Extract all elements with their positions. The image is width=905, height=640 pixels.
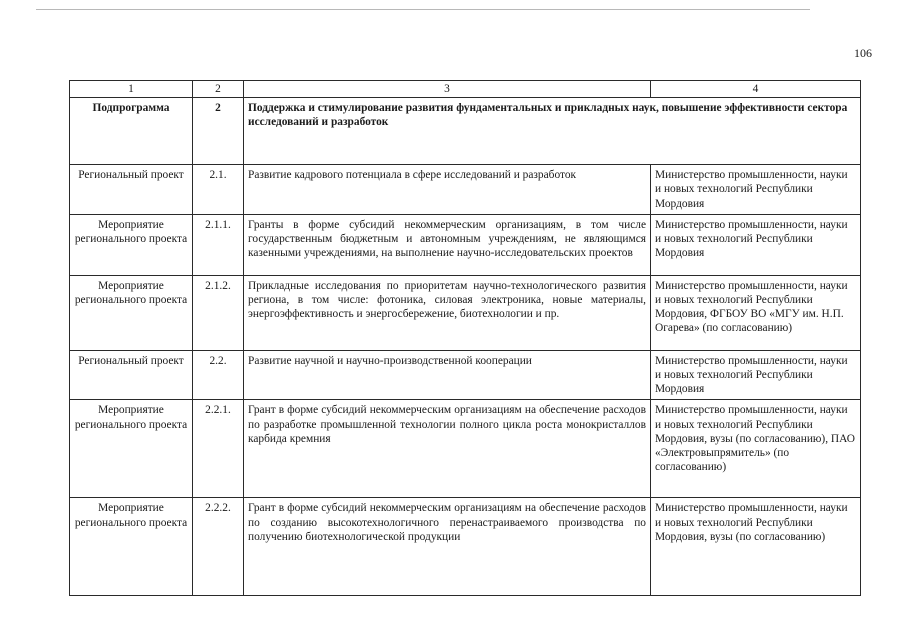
table-row bbox=[70, 350, 861, 400]
row-number: 2.2. bbox=[193, 350, 244, 400]
header-col-4: 4 bbox=[651, 81, 861, 98]
row-responsible: Министерство промышленности, науки и новых технологий Республики Мордовия bbox=[651, 214, 861, 275]
row-type: Мероприятие регионального проекта bbox=[70, 400, 193, 498]
subprogram-number: 2 bbox=[193, 98, 244, 165]
row-text: Прикладные исследования по приоритетам научно-технологического развития региона, в том числе: фотоника, силовая электроника, новые материалы, энергоэффективность и энергосбережение, биотехнологии и пр. bbox=[244, 275, 651, 350]
row-type: Региональный проект bbox=[70, 350, 193, 400]
header-col-3: 3 bbox=[244, 81, 651, 98]
row-text: Развитие научной и научно-производственной кооперации bbox=[244, 350, 651, 400]
row-number: 2.1. bbox=[193, 165, 244, 215]
row-number: 2.2.2. bbox=[193, 498, 244, 596]
row-number: 2.2.1. bbox=[193, 400, 244, 498]
table-row bbox=[70, 214, 861, 275]
row-type: Мероприятие регионального проекта bbox=[70, 275, 193, 350]
row-responsible: Министерство промышленности, науки и новых технологий Республики Мордовия bbox=[651, 165, 861, 215]
table-row bbox=[70, 400, 861, 498]
row-text: Развитие кадрового потенциала в сфере исследований и разработок bbox=[244, 165, 651, 215]
header-col-2: 2 bbox=[193, 81, 244, 98]
header-col-1: 1 bbox=[70, 81, 193, 98]
row-type: Региональный проект bbox=[70, 165, 193, 215]
table-row bbox=[70, 275, 861, 350]
top-rule bbox=[36, 9, 810, 10]
row-number: 2.1.1. bbox=[193, 214, 244, 275]
subprogram-title: Поддержка и стимулирование развития фундаментальных и прикладных наук, повышение эффективности сектора исследований и разработок bbox=[244, 98, 861, 165]
table-row bbox=[70, 498, 861, 596]
row-responsible: Министерство промышленности, науки и новых технологий Республики Мордовия, вузы (по согласованию) bbox=[651, 498, 861, 596]
row-responsible: Министерство промышленности, науки и новых технологий Республики Мордовия bbox=[651, 350, 861, 400]
program-table bbox=[69, 80, 861, 596]
table-row bbox=[70, 165, 861, 215]
row-type: Мероприятие регионального проекта bbox=[70, 214, 193, 275]
subprogram-row bbox=[70, 98, 861, 165]
page-number: 106 bbox=[854, 46, 872, 60]
row-responsible: Министерство промышленности, науки и новых технологий Республики Мордовия, вузы (по согласованию), ПАО «Электровыпрямитель» (по согласованию) bbox=[651, 400, 861, 498]
row-text: Грант в форме субсидий некоммерческим организациям на обеспечение расходов по созданию высокотехнологичного перенастраиваемого производства по получению биотехнологической продукции bbox=[244, 498, 651, 596]
row-number: 2.1.2. bbox=[193, 275, 244, 350]
row-responsible: Министерство промышленности, науки и новых технологий Республики Мордовия, ФГБОУ ВО «МГУ им. Н.П. Огарева» (по согласованию) bbox=[651, 275, 861, 350]
row-type: Мероприятие регионального проекта bbox=[70, 498, 193, 596]
row-text: Гранты в форме субсидий некоммерческим организациям, в том числе государственным бюджетным и автономным учреждениям, не являющимся казенными учреждениями, на выполнение научно-исследовательских проектов bbox=[244, 214, 651, 275]
table-header-row bbox=[70, 81, 861, 98]
row-text: Грант в форме субсидий некоммерческим организациям на обеспечение расходов по разработке промышленной технологии полного цикла роста монокристаллов карбида кремния bbox=[244, 400, 651, 498]
subprogram-type: Подпрограмма bbox=[70, 98, 193, 165]
